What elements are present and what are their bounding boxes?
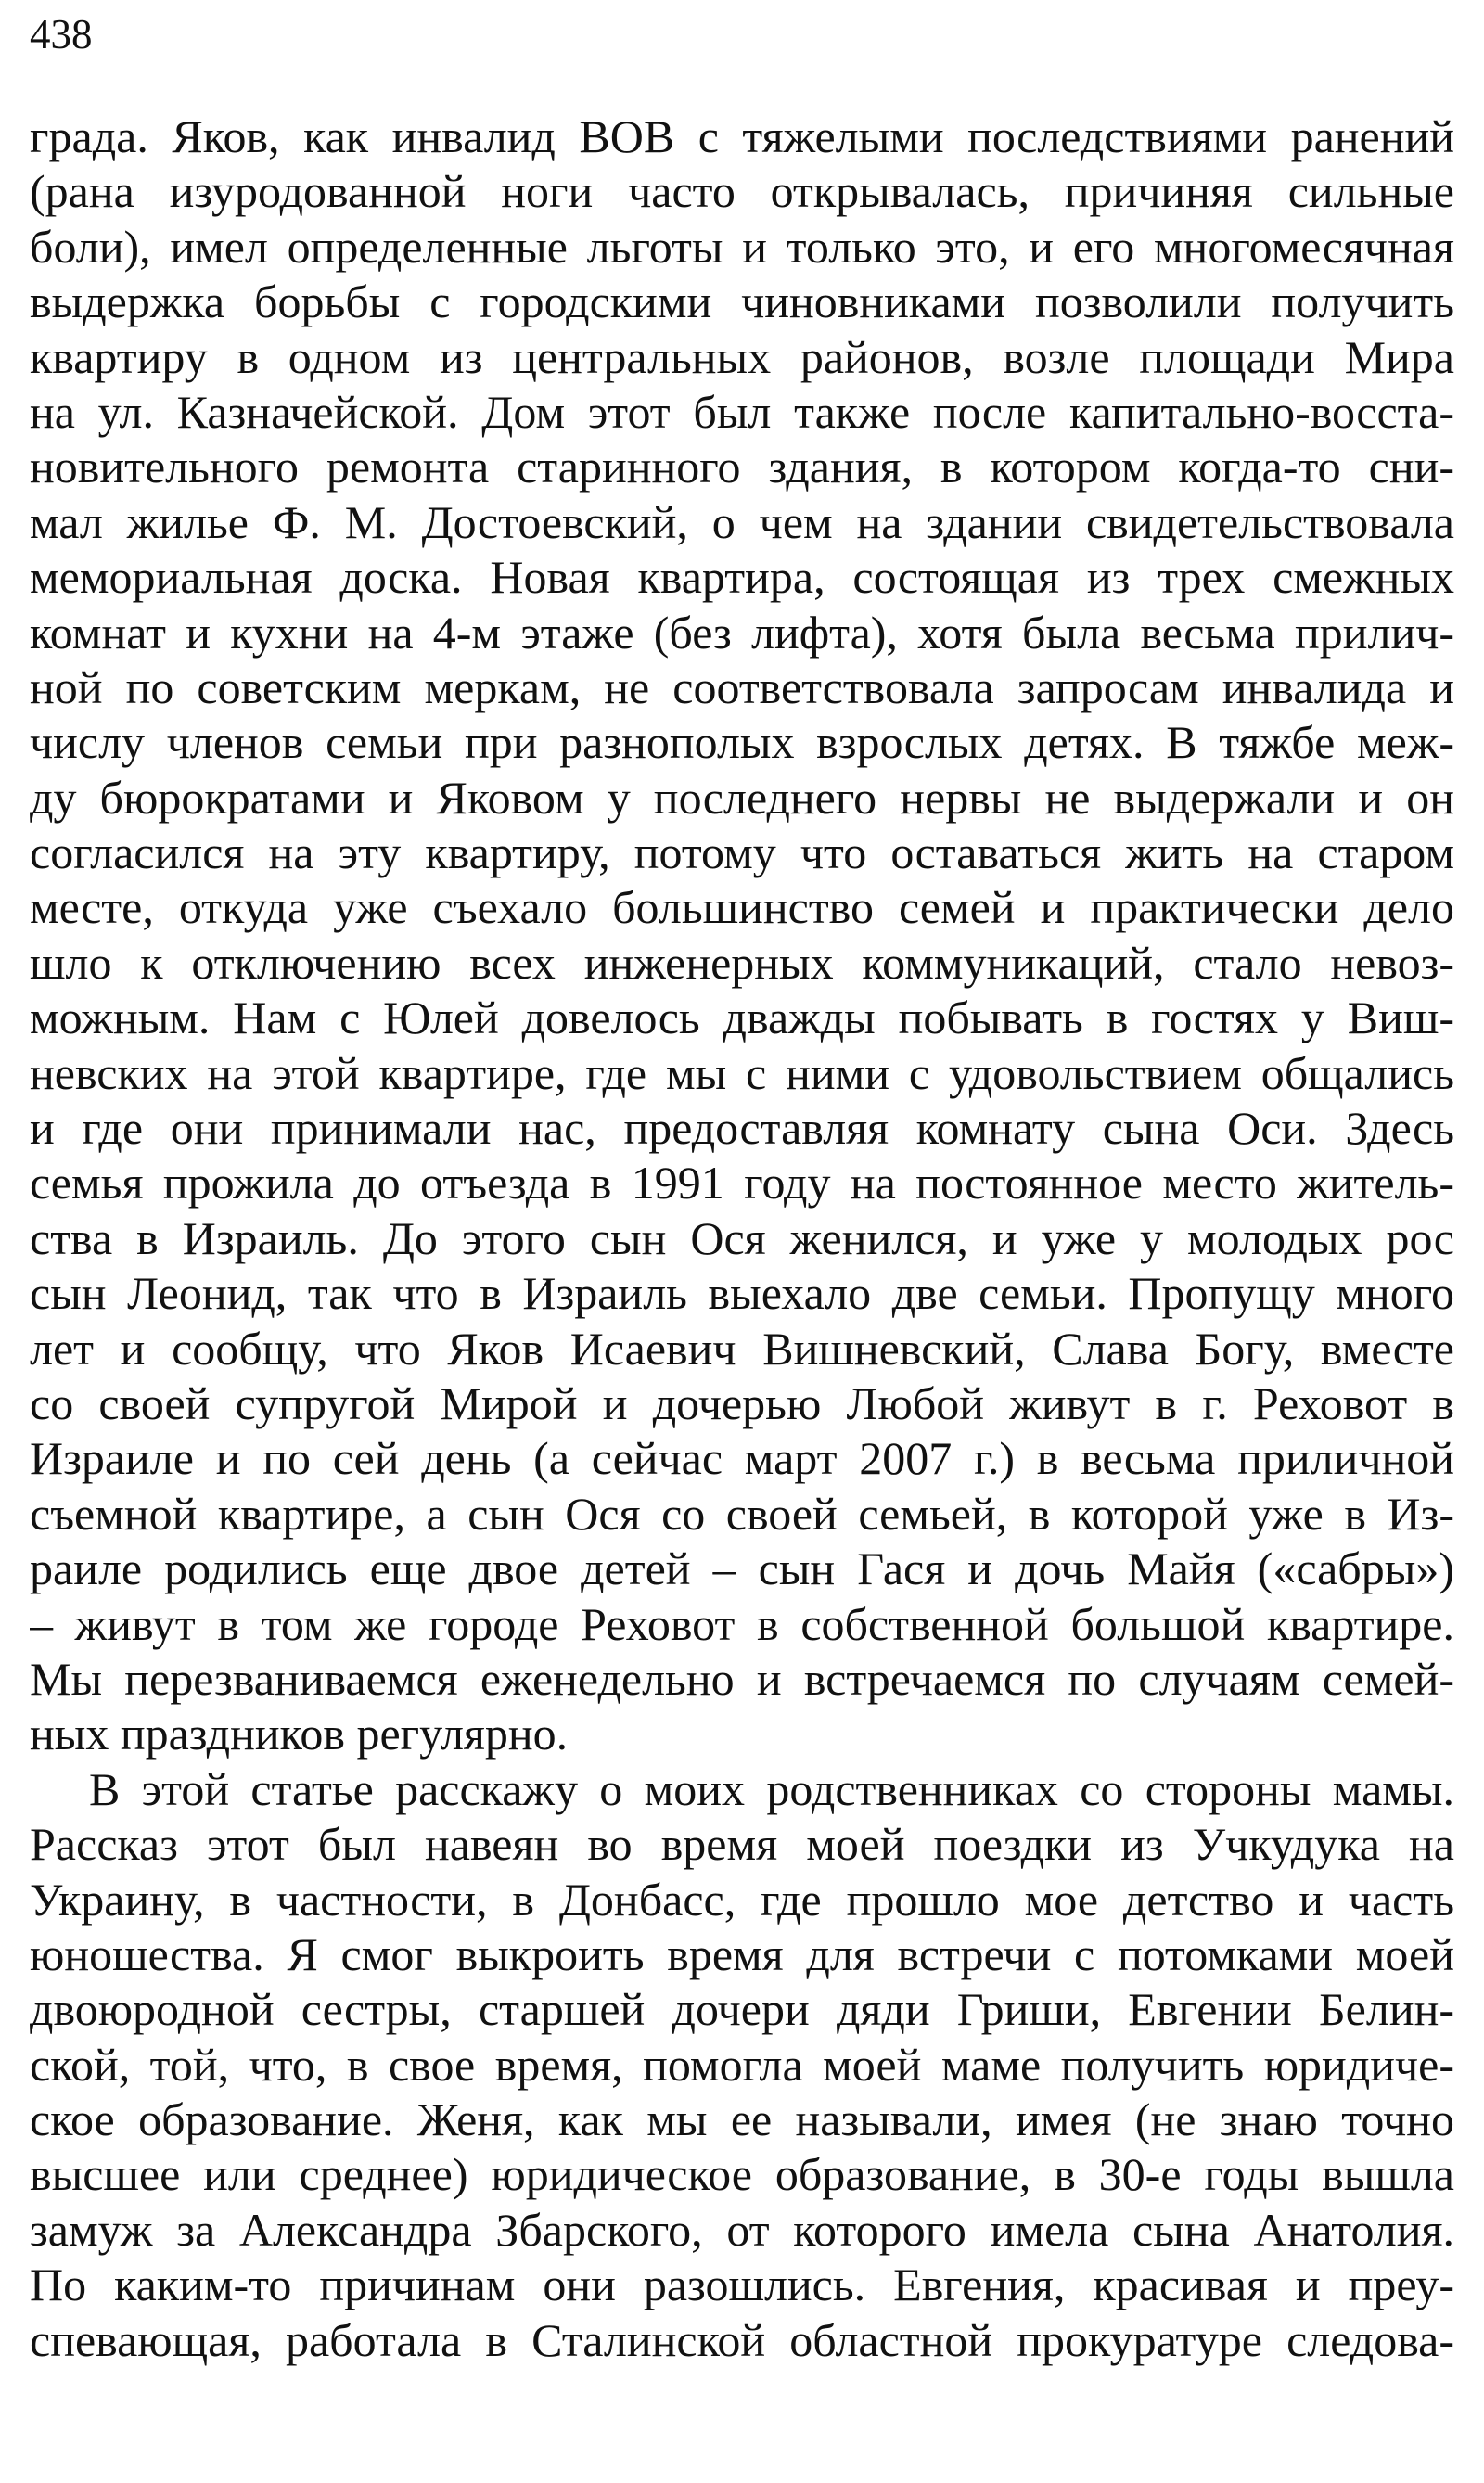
text-line: Украину, в частности, в Донбасс, где прошло мое детство и часть	[30, 1873, 1454, 1926]
body-text	[30, 109, 1454, 2368]
text-line: ду бюрократами и Яковом у последнего нервы не выдержали и он	[30, 771, 1454, 824]
text-line: града. Яков, как инвалид ВОВ с тяжелыми последствиями ранений	[30, 110, 1454, 162]
text-line: шло к отключению всех инженерных коммуникаций, стало невоз-	[30, 936, 1454, 989]
text-line: выдержка борьбы с городскими чиновниками позволили получить	[30, 275, 1454, 328]
text-line: юношества. Я смог выкроить время для встречи с потомками моей	[30, 1927, 1454, 1980]
text-line: – живут в том же городе Реховот в собственной большой квартире.	[30, 1597, 1454, 1650]
text-line: мал жилье Ф. М. Достоевский, о чем на здании свидетельствовала	[30, 495, 1454, 548]
paragraph	[30, 109, 1454, 1762]
text-line: можным. Нам с Юлей довелось дважды побывать в гостях у Виш-	[30, 992, 1454, 1044]
text-line: со своей супругой Мирой и дочерью Любой живут в г. Реховот в	[30, 1376, 1454, 1429]
text-line: съемной квартире, а сын Ося со своей семьей, в которой уже в Из-	[30, 1487, 1454, 1540]
text-line: и где они принимали нас, предоставляя комнату сына Оси. Здесь	[30, 1102, 1454, 1155]
text-line: на ул. Казначейской. Дом этот был также после капитально-восста-	[30, 385, 1454, 438]
text-line: боли), имел определенные льготы и только это, и его многомесячная	[30, 220, 1454, 273]
text-line: В этой статье расскажу о моих родственниках со стороны мамы.	[89, 1762, 1454, 1815]
text-line: семья прожила до отъезда в 1991 году на постоянное место житель-	[30, 1157, 1454, 1210]
text-line: сын Леонид, так что в Израиль выехало две семьи. Пропущу много	[30, 1267, 1454, 1320]
page-number: 438	[30, 11, 93, 58]
text-line: двоюродной сестры, старшей дочери дяди Гриши, Евгении Белин-	[30, 1983, 1454, 2036]
text-line: ское образование. Женя, как мы ее называли, имея (не знаю точно	[30, 2093, 1454, 2146]
text-line: ства в Израиль. До этого сын Ося женился, и уже у молодых рос	[30, 1211, 1454, 1264]
text-line: ской, той, что, в свое время, помогла моей маме получить юридиче-	[30, 2038, 1454, 2091]
text-line: числу членов семьи при разнополых взрослых детях. В тяжбе меж-	[30, 716, 1454, 769]
text-line: квартиру в одном из центральных районов, возле площади Мира	[30, 330, 1454, 383]
text-line: мемориальная доска. Новая квартира, состоящая из трех смежных	[30, 551, 1454, 604]
text-line: замуж за Александра Збарского, от которого имела сына Анатолия.	[30, 2203, 1454, 2256]
text-line: высшее или среднее) юридическое образование, в 30-е годы вышла	[30, 2148, 1454, 2201]
text-line: (рана изуродованной ноги часто открывалась, причиняя сильные	[30, 165, 1454, 218]
text-line: раиле родились еще двое детей – сын Гася и дочь Майя («сабры»)	[30, 1542, 1454, 1595]
text-line: лет и сообщу, что Яков Исаевич Вишневский, Слава Богу, вместе	[30, 1322, 1454, 1375]
text-line: спевающая, работала в Сталинской областной прокуратуре следова-	[30, 2313, 1454, 2366]
text-line: По каким-то причинам они разошлись. Евгения, красивая и преу-	[30, 2259, 1454, 2311]
text-line: комнат и кухни на 4-м этаже (без лифта), хотя была весьма прилич-	[30, 606, 1454, 659]
text-line: Рассказ этот был навеян во время моей поездки из Учкудука на	[30, 1818, 1454, 1871]
text-line: новительного ремонта старинного здания, в котором когда-то сни-	[30, 441, 1454, 493]
text-line: Мы перезваниваемся еженедельно и встречаемся по случаям семей-	[30, 1652, 1454, 1705]
text-line: ных праздников регулярно.	[30, 1708, 569, 1760]
text-line: согласился на эту квартиру, потому что оставаться жить на старом	[30, 826, 1454, 879]
paragraph	[30, 1762, 1454, 2368]
text-line: невских на этой квартире, где мы с ними с удовольствием общались	[30, 1046, 1454, 1099]
text-line: месте, откуда уже съехало большинство семей и практически дело	[30, 881, 1454, 934]
text-line: Израиле и по сей день (а сейчас март 2007 г.) в весьма приличной	[30, 1432, 1454, 1485]
text-line: ной по советским меркам, не соответствовала запросам инвалида и	[30, 660, 1454, 713]
